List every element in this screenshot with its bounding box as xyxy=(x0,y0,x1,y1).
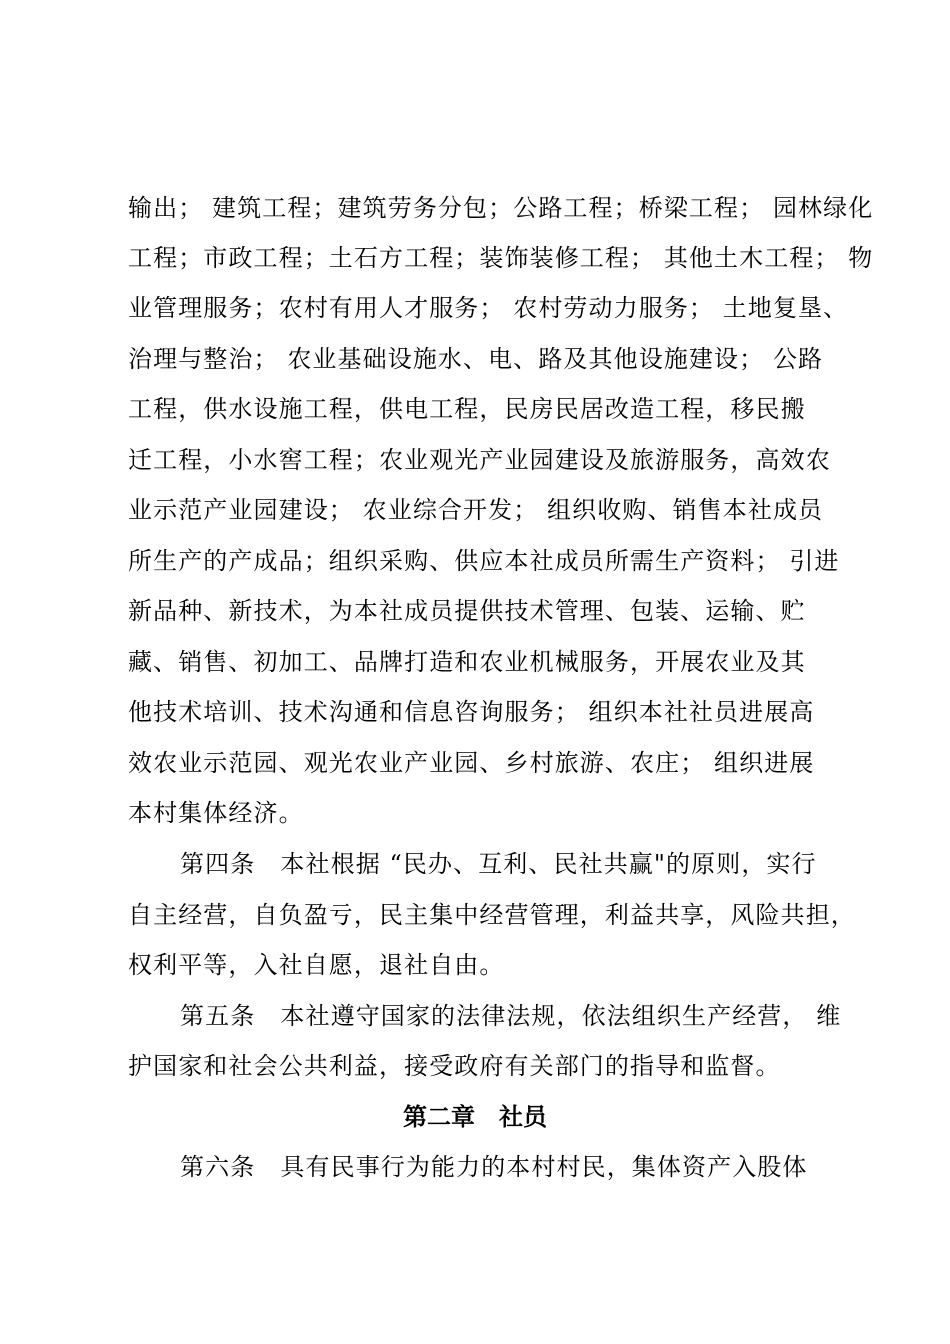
text-line: 输出； 建筑工程；建筑劳务分包；公路工程；桥梁工程； 园林绿化 xyxy=(128,194,874,222)
text-line: 效农业示范园、观光农业产业园、乡村旅游、农庄； 组织进展 xyxy=(128,749,815,777)
article-4-line: 第四条 本社根据 “民办、互利、民社共赢"的原则，实行 xyxy=(180,850,817,878)
text-line: 治理与整治； 农业基础设施水、电、路及其他设施建设； 公路 xyxy=(128,345,824,373)
article-6-line: 第六条 具有民事行为能力的本村村民，集体资产入股体 xyxy=(180,1153,808,1181)
text-line: 本村集体经济。 xyxy=(128,799,304,827)
chapter-heading: 第二章 社员 xyxy=(403,1103,547,1131)
text-line: 业示范产业园建设； 农业综合开发； 组织收购、销售本社成员 xyxy=(128,496,824,524)
text-line: 所生产的产成品；组织采购、供应本社成员所需生产资料； 引进 xyxy=(128,547,840,575)
text-line: 新品种、新技术，为本社成员提供技术管理、包装、运输、贮 xyxy=(128,597,806,625)
text-line: 他技术培训、技术沟通和信息咨询服务； 组织本社社员进展高 xyxy=(128,698,815,726)
article-5-line: 第五条 本社遵守国家的法律法规，依法组织生产经营， 维 xyxy=(180,1002,842,1030)
text-line: 工程，供水设施工程，供电工程，民房民居改造工程，移民搬 xyxy=(128,395,806,423)
text-line: 业管理服务；农村有用人才服务； 农村劳动力服务； 土地复垦、 xyxy=(128,294,849,322)
text-line: 藏、销售、初加工、品牌打造和农业机械服务，开展农业及其 xyxy=(128,648,806,676)
article-4-line: 权利平等，入社自愿，退社自由。 xyxy=(128,951,505,979)
text-line: 工程；市政工程；土石方工程；装饰装修工程； 其他土木工程； 物 xyxy=(128,244,874,272)
article-5-line: 护国家和社会公共利益，接受政府有关部门的指导和监督。 xyxy=(128,1052,781,1080)
text-line: 迁工程，小水窖工程；农业观光产业园建设及旅游服务，高效农 xyxy=(128,446,831,474)
article-4-line: 自主经营，自负盈亏，民主集中经营管理，利益共享，风险共担， xyxy=(128,901,856,929)
